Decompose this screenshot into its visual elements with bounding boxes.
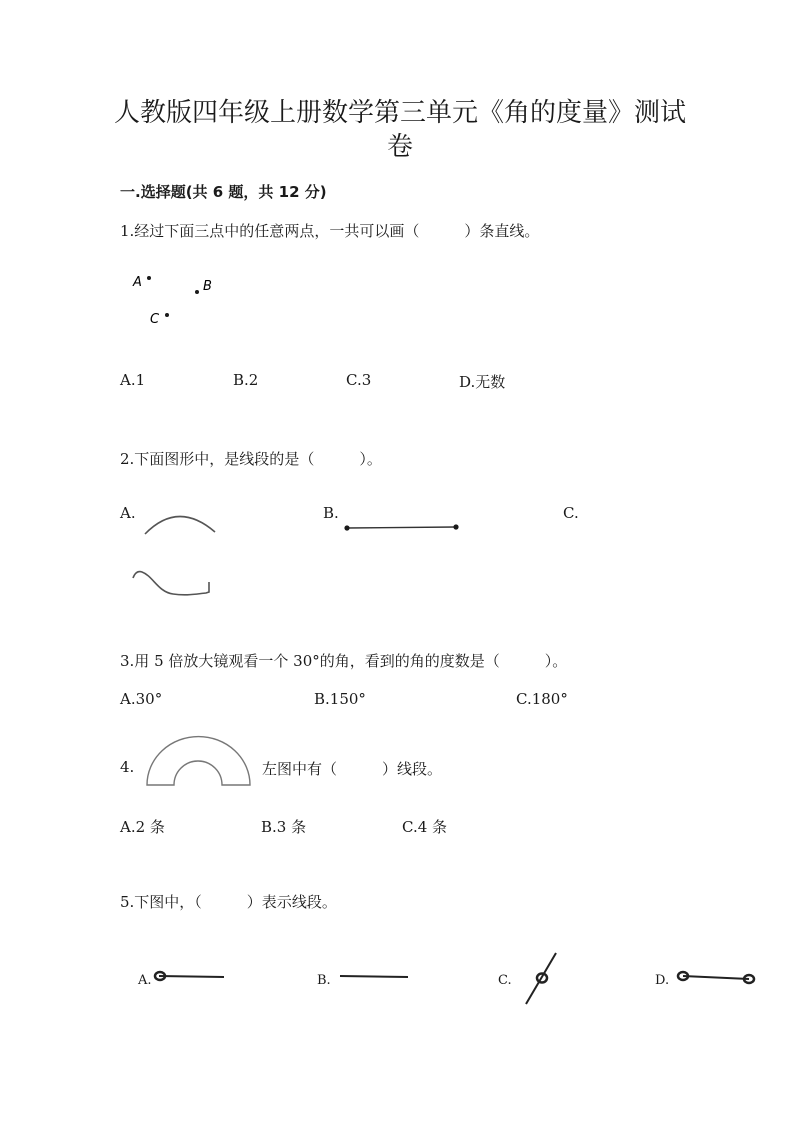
question-1-points-figure — [125, 265, 235, 335]
question-1-option-c[interactable]: C.3 — [346, 371, 372, 389]
question-2-curve-figure — [140, 508, 220, 538]
point-c-label: C — [150, 312, 160, 327]
point-b-dot — [195, 290, 199, 294]
point-c-dot — [165, 313, 169, 317]
question-5-option-a-label[interactable]: A. — [138, 973, 152, 988]
question-1-option-a[interactable]: A.1 — [120, 371, 146, 389]
question-5-line-figure — [336, 968, 412, 986]
question-4-option-b[interactable]: B.3 条 — [261, 818, 307, 836]
question-5-option-c-label[interactable]: C. — [498, 973, 512, 988]
question-4-arch-figure — [142, 733, 257, 788]
question-1-text: 1.经过下面三点中的任意两点，一共可以画（ ）条直线。 — [120, 222, 540, 240]
question-5-option-d-label[interactable]: D. — [655, 973, 670, 988]
question-2-option-c-label[interactable]: C. — [563, 504, 579, 522]
section-heading: 一.选择题(共 6 题，共 12 分) — [120, 183, 327, 201]
question-5-ray-figure — [152, 968, 228, 986]
question-5-crossing-line-figure — [520, 950, 562, 1008]
question-2-text: 2.下面图形中，是线段的是（ ）。 — [120, 450, 382, 468]
question-2-option-a-label[interactable]: A. — [120, 504, 136, 522]
question-2-segment-figure — [340, 520, 465, 536]
question-5-option-b-label[interactable]: B. — [317, 973, 331, 988]
question-1-option-b[interactable]: B.2 — [233, 371, 259, 389]
question-4-option-c[interactable]: C.4 条 — [402, 818, 448, 836]
point-a-label: A — [133, 275, 142, 290]
question-5-text: 5.下图中，（ ）表示线段。 — [120, 893, 337, 911]
page-title-continued: 卷 — [386, 132, 413, 162]
question-1-option-d[interactable]: D.无数 — [459, 373, 506, 391]
question-3-text: 3.用 5 倍放大镜观看一个 30°的角，看到的角的度数是（ ）。 — [120, 652, 568, 670]
question-3-option-b[interactable]: B.150° — [314, 690, 366, 708]
question-3-option-a[interactable]: A.30° — [120, 690, 163, 708]
question-4-number: 4. — [120, 758, 135, 776]
point-a-dot — [147, 276, 151, 280]
point-b-label: B — [203, 279, 212, 294]
page-title: 人教版四年级上册数学第三单元《角的度量》测试 — [113, 98, 686, 128]
question-2-wave-figure — [128, 566, 218, 602]
question-5-segment-figure — [674, 967, 758, 989]
question-4-option-a[interactable]: A.2 条 — [120, 818, 165, 836]
question-4-text: 左图中有（ ）线段。 — [262, 760, 443, 778]
question-3-option-c[interactable]: C.180° — [516, 690, 568, 708]
question-2-option-b-label[interactable]: B. — [323, 504, 339, 522]
